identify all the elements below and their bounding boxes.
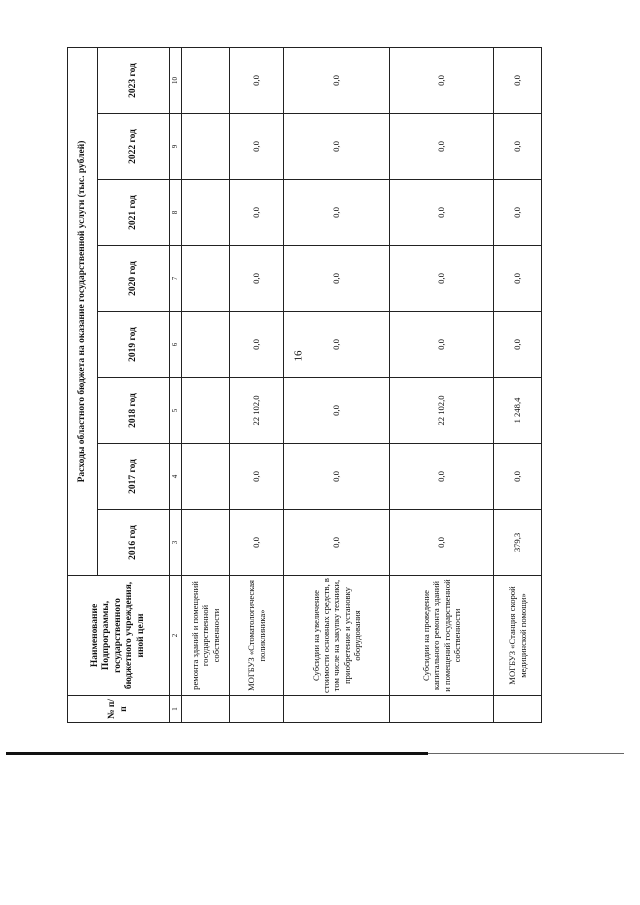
row-name: МОГБУЗ «Стоматологическая поликлиника» [230,576,284,696]
row-value: 22 102,0 [230,378,284,444]
row-value [182,114,230,180]
column-number: 8 [170,180,182,246]
header-year: 2016 год [98,510,170,576]
column-number: 3 [170,510,182,576]
column-number: 9 [170,114,182,180]
row-no [182,696,230,723]
table-row [390,48,494,723]
row-value [182,246,230,312]
row-value: 0,0 [230,246,284,312]
table-row [230,48,284,723]
header-year: 2019 год [98,312,170,378]
row-value: 0,0 [230,444,284,510]
row-value [182,510,230,576]
row-name: МОГБУЗ «Станция скорой медицинской помощи» [494,576,542,696]
header-year: 2022 год [98,114,170,180]
row-value: 0,0 [284,312,390,378]
header-year: 2023 год [98,48,170,114]
row-value: 0,0 [284,444,390,510]
row-value: 0,0 [390,48,494,114]
column-number: 10 [170,48,182,114]
column-number: 2 [170,576,182,696]
row-value [182,180,230,246]
row-value: 0,0 [494,48,542,114]
row-value: 0,0 [390,114,494,180]
divider-line [6,752,428,755]
row-value: 0,0 [494,114,542,180]
row-value: 0,0 [284,510,390,576]
header-group-title: Расходы областного бюджета на оказание государственной услуги (тыс. рублей) [68,48,98,576]
row-name: Субсидии на проведение капитального ремонта зданий и помещений государственной собственности [390,576,494,696]
header-year: 2018 год [98,378,170,444]
column-number: 7 [170,246,182,312]
row-no [390,696,494,723]
row-value: 0,0 [390,246,494,312]
column-number: 4 [170,444,182,510]
row-value: 22 102,0 [390,378,494,444]
header-year: 2020 год [98,246,170,312]
row-value: 0,0 [230,48,284,114]
row-value: 0,0 [230,312,284,378]
row-value: 0,0 [494,180,542,246]
header-row-numbers [170,48,182,723]
header-row-group [68,48,98,723]
budget-table [67,47,542,723]
row-value [182,48,230,114]
row-value: 0,0 [494,246,542,312]
row-value: 0,0 [494,312,542,378]
header-year: 2021 год [98,180,170,246]
row-value: 0,0 [284,48,390,114]
header-col-name: Наименование Подпрограммы, государственного бюджетного учреждения, иной цели [68,576,170,696]
column-number: 1 [170,696,182,723]
column-number: 6 [170,312,182,378]
divider-line-thin [428,753,624,754]
row-value: 0,0 [390,180,494,246]
rotated-table-wrapper [67,48,541,723]
row-no [494,696,542,723]
row-value: 0,0 [230,180,284,246]
table-row [182,48,230,723]
row-no [230,696,284,723]
row-value [182,378,230,444]
table-row [284,48,390,723]
row-name: ремонта зданий и помещений государственной собственности [182,576,230,696]
row-value [182,312,230,378]
row-value: 0,0 [230,510,284,576]
row-value: 0,0 [494,444,542,510]
page-number: 16 [292,350,305,362]
row-value: 0,0 [390,444,494,510]
row-value: 0,0 [284,378,390,444]
table-row [494,48,542,723]
column-number: 5 [170,378,182,444]
row-value: 0,0 [284,180,390,246]
row-value [182,444,230,510]
row-value: 379,3 [494,510,542,576]
header-col-no: № п/п [68,696,170,723]
row-value: 0,0 [284,114,390,180]
row-no [284,696,390,723]
row-name: Субсидии на увеличение стоимости основных средств, в том числе на закупку техники, приобретение и установку оборудования [284,576,390,696]
row-value: 0,0 [390,510,494,576]
row-value: 0,0 [390,312,494,378]
header-year: 2017 год [98,444,170,510]
row-value: 0,0 [284,246,390,312]
row-value: 0,0 [230,114,284,180]
row-value: 1 248,4 [494,378,542,444]
